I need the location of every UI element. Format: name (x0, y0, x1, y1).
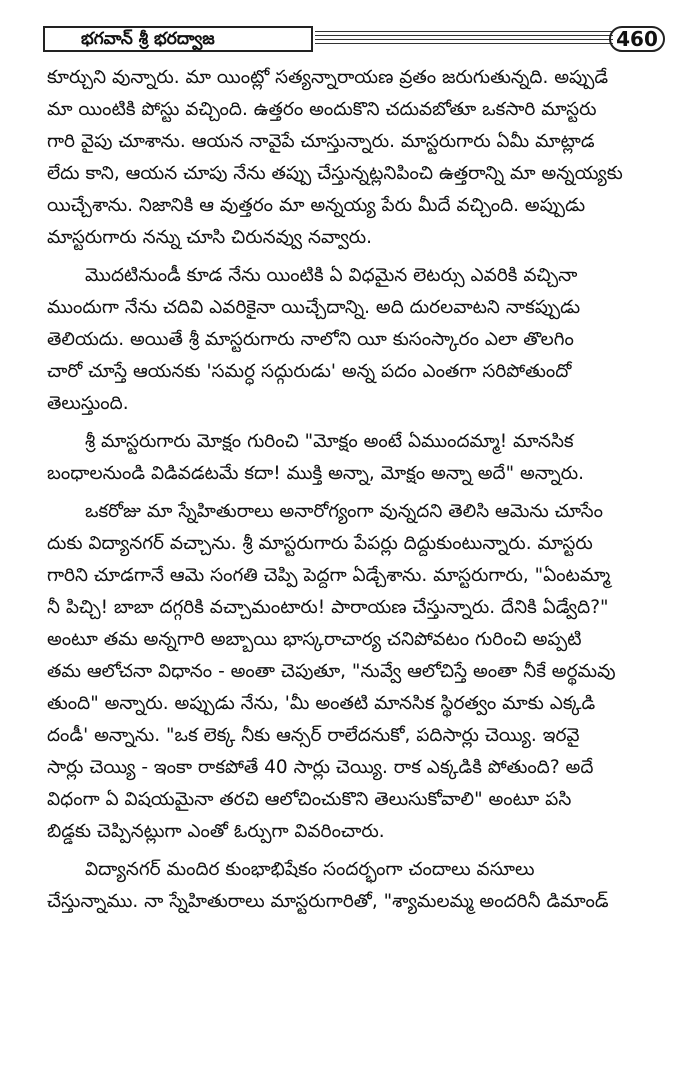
page-header (43, 26, 663, 56)
text-line: గారిని చూడగానే ఆమె సంగతి చెప్పి పెద్దగా ఏడ్చేశాను. మాస్టరుగారు, "ఏంటమ్మా (47, 565, 611, 586)
text-line: ఒకరోజు మా స్నేహితురాలు అనారోగ్యంగా వున్నదని తెలిసి ఆమెను చూసేం (85, 501, 604, 522)
paragraph (47, 260, 655, 420)
body-text (47, 62, 655, 918)
paragraph (47, 854, 655, 918)
text-line: దండీ' అన్నాను. "ఒక లెక్క నీకు ఆన్సర్ రాలేదనుకో, పదిసార్లు చెయ్యి. ఇరవై (47, 725, 580, 746)
text-line: కూర్చుని వున్నారు. మా యింట్లో సత్యన్నారాయణ వ్రతం జరుగుతున్నది. అప్పుడే (47, 67, 609, 88)
text-line: అంటూ తమ అన్నగారి అబ్బాయి భాస్కరాచార్య చనిపోవటం గురించి అప్పటి (47, 629, 582, 650)
text-line: తెలియదు. అయితే శ్రీ మాస్టరుగారు నాలోని యీ కుసంస్కారం ఎలా తొలగిం (47, 329, 574, 350)
text-line: యిచ్చేశాను. నిజానికి ఆ వుత్తరం మా అన్నయ్య పేరు మీదే వచ్చింది. అప్పుడు (47, 195, 586, 216)
text-line: విద్యానగర్ మందిర కుంభాభిషేకం సందర్భంగా చందాలు వసూలు (85, 859, 535, 880)
page-number: 460 (609, 26, 665, 52)
text-line: తెలుస్తుంది. (47, 393, 129, 414)
paragraph (47, 426, 655, 490)
text-line: చేస్తున్నాము. నా స్నేహితురాలు మాస్టరుగారితో, "శ్యామలమ్మ అందరినీ డిమాండ్ (47, 891, 609, 912)
paragraph (47, 496, 655, 848)
text-line: బంధాలనుండి విడివడటమే కదా! ముక్తి అన్నా, మోక్షం అన్నా అదే" అన్నారు. (47, 463, 585, 484)
text-line: బిడ్డకు చెప్పినట్లుగా ఎంతో ఓర్పుగా వివరించారు. (47, 821, 385, 842)
text-line: సార్లు చెయ్యి - ఇంకా రాకపోతే 40 సార్లు చెయ్యి. రాక ఎక్కడికి పోతుంది? అదే (47, 757, 594, 778)
text-line: మొదటినుండీ కూడ నేను యింటికి ఏ విధమైన లెటర్సు ఎవరికి వచ్చినా (85, 265, 578, 286)
text-line: తుంది" అన్నారు. అప్పుడు నేను, 'మీ అంతటి మానసిక స్థిరత్వం మాకు ఎక్కడి (47, 693, 596, 714)
text-line: శ్రీ మాస్టరుగారు మోక్షం గురించి "మోక్షం అంటే ఏముందమ్మా! మానసిక (85, 431, 574, 452)
text-line: దుకు విద్యానగర్ వచ్చాను. శ్రీ మాస్టరుగారు పేపర్లు దిద్దుకుంటున్నారు. మాస్టరు (47, 533, 593, 554)
text-line: విధంగా ఏ విషయమైనా తరచి ఆలోచించుకొని తెలుసుకోవాలి" అంటూ పసి (47, 789, 572, 810)
text-line: నీ పిచ్చి! బాబా దగ్గరికి వచ్చామంటారు! పారాయణ చేస్తున్నారు. దేనికి ఏడ్వేది?" (47, 597, 609, 618)
header-rule (315, 31, 613, 47)
text-line: లేదు కాని, ఆయన చూపు నేను తప్పు చేస్తున్నట్లనిపించి ఉత్తరాన్ని మా అన్నయ్యకు (47, 163, 623, 184)
running-title: భగవాన్ శ్రీ భరద్వాజ (43, 26, 313, 52)
text-line: మా యింటికి పోస్టు వచ్చింది. ఉత్తరం అందుకొని చదువబోతూ ఒకసారి మాస్టరు (47, 99, 597, 120)
text-line: తమ ఆలోచనా విధానం - అంతా చెపుతూ, "నువ్వే ఆలోచిస్తే అంతా నీకే అర్థమవు (47, 661, 616, 682)
paragraph (47, 62, 655, 254)
text-line: మాస్టరుగారు నన్ను చూసి చిరునవ్వు నవ్వారు. (47, 227, 373, 248)
text-line: చారో చూస్తే ఆయనకు 'సమర్ధ సద్గురుడు' అన్న పదం ఎంతగా సరిపోతుందో (47, 361, 572, 382)
text-line: ముందుగా నేను చదివి ఎవరికైనా యిచ్చేదాన్ని. అది దురలవాటని నాకప్పుడు (47, 297, 581, 318)
text-line: గారి వైపు చూశాను. ఆయన నావైపే చూస్తున్నారు. మాస్టరుగారు ఏమీ మాట్లాడ (47, 131, 595, 152)
